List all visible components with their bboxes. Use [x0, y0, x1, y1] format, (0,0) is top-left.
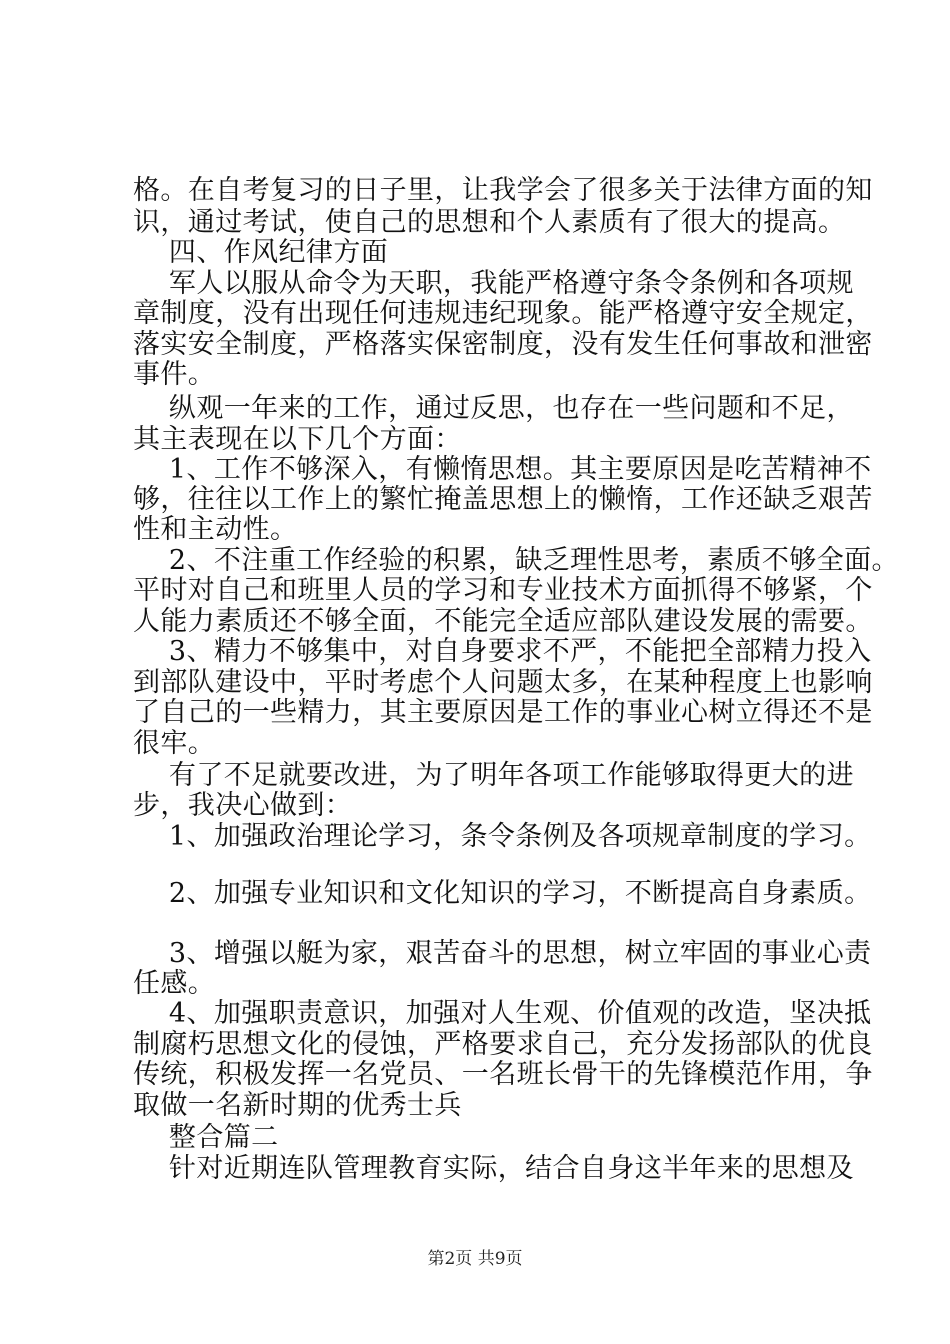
text-line: 格。在自考复习的日子里，让我学会了很多关于法律方面的知	[133, 175, 873, 206]
text-line: 4、加强职责意识，加强对人生观、价值观的改造，坚决抵	[133, 998, 872, 1029]
text-line: 落实安全制度，严格落实保密制度，没有发生任何事故和泄密	[133, 329, 873, 360]
text-line: 2、加强专业知识和文化知识的学习，不断提高自身素质。	[133, 878, 872, 909]
text-line: 有了不足就要改进，为了明年各项工作能够取得更大的进	[133, 760, 854, 791]
text-line: 其主表现在以下几个方面：	[133, 424, 462, 455]
text-line: 很牢。	[133, 728, 216, 759]
text-line: 任感。	[133, 968, 216, 999]
page-number-footer: 第2页 共9页	[427, 1249, 523, 1269]
text-line: 取做一名新时期的优秀士兵	[133, 1090, 462, 1121]
text-line: 军人以服从命令为天职，我能严格遵守条令条例和各项规	[133, 268, 854, 299]
text-line: 人能力素质还不够全面，不能完全适应部队建设发展的需要。	[133, 606, 873, 637]
text-line: 步，我决心做到：	[133, 790, 353, 821]
section-heading: 四、作风纪律方面	[133, 237, 389, 268]
text-line: 传统，积极发挥一名党员、一名班长骨干的先锋模范作用，争	[133, 1059, 873, 1090]
text-line: 针对近期连队管理教育实际，结合自身这半年来的思想及	[133, 1153, 854, 1184]
text-line: 制腐朽思想文化的侵蚀，严格要求自己，充分发扬部队的优良	[133, 1029, 873, 1060]
text-line: 事件。	[133, 359, 216, 390]
text-line: 章制度，没有出现任何违规违纪现象。能严格遵守安全规定，	[133, 298, 873, 329]
text-line: 3、精力不够集中，对自身要求不严，不能把全部精力投入	[133, 636, 872, 667]
text-line: 2、不注重工作经验的积累，缺乏理性思考，素质不够全面。	[133, 545, 899, 576]
text-line: 识，通过考试，使自己的思想和个人素质有了很大的提高。	[133, 207, 846, 238]
text-line: 1、工作不够深入，有懒惰思想。其主要原因是吃苦精神不	[133, 454, 872, 485]
section-heading: 整合篇二	[133, 1122, 279, 1153]
text-line: 够，往往以工作上的繁忙掩盖思想上的懒惰，工作还缺乏艰苦	[133, 484, 873, 515]
text-line: 到部队建设中，平时考虑个人问题太多，在某种程度上也影响	[133, 667, 873, 698]
text-line: 平时对自己和班里人员的学习和专业技术方面抓得不够紧，个	[133, 575, 873, 606]
text-line: 1、加强政治理论学习，条令条例及各项规章制度的学习。	[133, 821, 872, 852]
text-line: 纵观一年来的工作，通过反思，也存在一些问题和不足，	[133, 393, 854, 424]
text-line: 性和主动性。	[133, 514, 298, 545]
text-line: 了自己的一些精力，其主要原因是工作的事业心树立得还不是	[133, 697, 873, 728]
text-line: 3、增强以艇为家，艰苦奋斗的思想，树立牢固的事业心责	[133, 938, 872, 969]
